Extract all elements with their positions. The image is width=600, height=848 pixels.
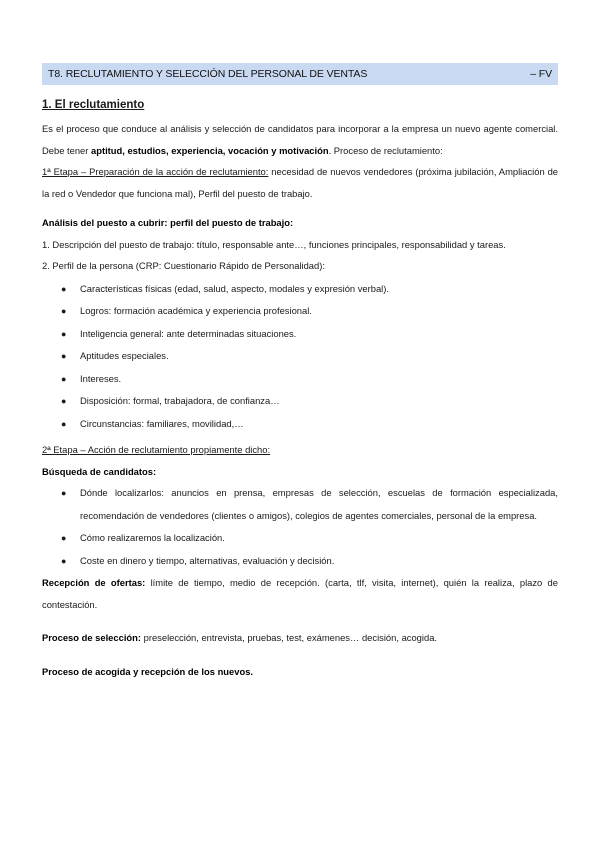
seleccion-title: Proceso de selección:	[42, 632, 142, 643]
list-item-text: Dónde localizarlos: anuncios en prensa, empresas de selección, escuelas de formación especializada, recomendación de vendedores (clientes o amigos), colegios de agentes comerciales, personal de la empresa.	[80, 487, 558, 521]
bullet-icon: ●	[61, 351, 67, 361]
list-item-text: Circunstancias: familiares, movilidad,…	[80, 417, 244, 429]
etapa1-label: 1ª Etapa – Preparación de la acción de reclutamiento:	[42, 166, 269, 177]
document-header	[42, 63, 558, 85]
bullet-icon: ●	[61, 418, 67, 429]
bullet-icon: ●	[61, 373, 67, 384]
etapa1-text: necesidad de nuevos vendedores (próxima jubilación, Ampliación de la red o Vendedor que funciona mal), Perfil del puesto de trabajo.	[42, 166, 559, 199]
list-item-text: Características físicas (edad, salud, aspecto, modales y expresión verbal).	[80, 282, 389, 294]
analisis-item-2: 2. Perfil de la persona (CRP: Cuestionario Rápido de Personalidad):	[42, 260, 325, 271]
bullet-icon: ●	[61, 328, 67, 339]
seleccion-paragraph	[42, 627, 558, 649]
header-suffix: – FV	[530, 68, 552, 80]
acogida-title: Proceso de acogida y recepción de los nuevos.	[42, 665, 254, 677]
header-title: T8. RECLUTAMIENTO Y SELECCIÓN DEL PERSONAL DE VENTAS	[48, 68, 368, 80]
list-item-text: Disposición: formal, trabajadora, de confianza…	[80, 395, 280, 406]
recepcion-paragraph	[42, 572, 558, 615]
busqueda-heading	[42, 461, 558, 483]
seleccion-text: preselección, entrevista, pruebas, test, exámenes… decisión, acogida.	[141, 632, 438, 643]
etapa2-heading	[42, 439, 558, 461]
list-item	[42, 482, 558, 527]
list-item-text: Intereses.	[80, 372, 122, 384]
etapa2-label: 2ª Etapa – Acción de reclutamiento propiamente dicho:	[42, 444, 271, 455]
bullet-icon: ●	[61, 488, 67, 498]
perfil-list	[42, 278, 558, 436]
analisis-title: Análisis del puesto a cubrir: perfil del puesto de trabajo:	[42, 217, 294, 228]
list-item	[42, 278, 558, 301]
acogida-paragraph	[42, 661, 558, 683]
analisis-item-1: 1. Descripción del puesto de trabajo: título, responsable ante…, funciones principales, responsabilidad y tareas.	[42, 238, 506, 250]
list-item-text: Cómo realizaremos la localización.	[80, 532, 225, 543]
list-item-text: Logros: formación académica y experiencia profesional.	[80, 305, 312, 316]
intro-text-1: Es el proceso que conduce al análisis y selección de candidatos para incorporar a la empresa un nuevo agente comercial. Debe tener	[42, 123, 558, 156]
list-item	[42, 345, 558, 368]
document-body	[42, 94, 558, 682]
bullet-icon: ●	[61, 533, 67, 543]
analisis-heading	[42, 212, 558, 234]
list-item-text: Aptitudes especiales.	[80, 350, 169, 361]
list-item	[42, 550, 558, 573]
bullet-icon: ●	[61, 306, 67, 316]
intro-paragraph	[42, 118, 558, 161]
list-item	[42, 527, 558, 550]
spacer	[42, 649, 558, 661]
recepcion-title: Recepción de ofertas:	[42, 577, 146, 588]
spacer	[42, 615, 558, 627]
intro-bold: aptitud, estudios, experiencia, vocación y motivación	[91, 144, 329, 156]
list-item	[42, 368, 558, 391]
bullet-icon: ●	[61, 283, 67, 294]
bullet-icon: ●	[61, 396, 67, 406]
intro-text-2: . Proceso de reclutamiento:	[328, 144, 443, 156]
spacer	[42, 204, 558, 212]
list-item	[42, 413, 558, 436]
etapa1-paragraph	[42, 161, 558, 204]
list-item	[42, 323, 558, 346]
busqueda-title: Búsqueda de candidatos:	[42, 465, 157, 477]
busqueda-list	[42, 482, 558, 572]
section-title: 1. El reclutamiento	[42, 99, 145, 111]
list-item	[42, 300, 558, 323]
list-item-text: Inteligencia general: ante determinadas situaciones.	[80, 327, 297, 339]
list-item	[42, 390, 558, 413]
bullet-icon: ●	[61, 555, 67, 566]
list-item-text: Coste en dinero y tiempo, alternativas, evaluación y decisión.	[80, 554, 335, 566]
recepcion-text: límite de tiempo, medio de recepción. (carta, tlf, visita, internet), quién la realiza, plazo de contestación.	[42, 577, 558, 610]
